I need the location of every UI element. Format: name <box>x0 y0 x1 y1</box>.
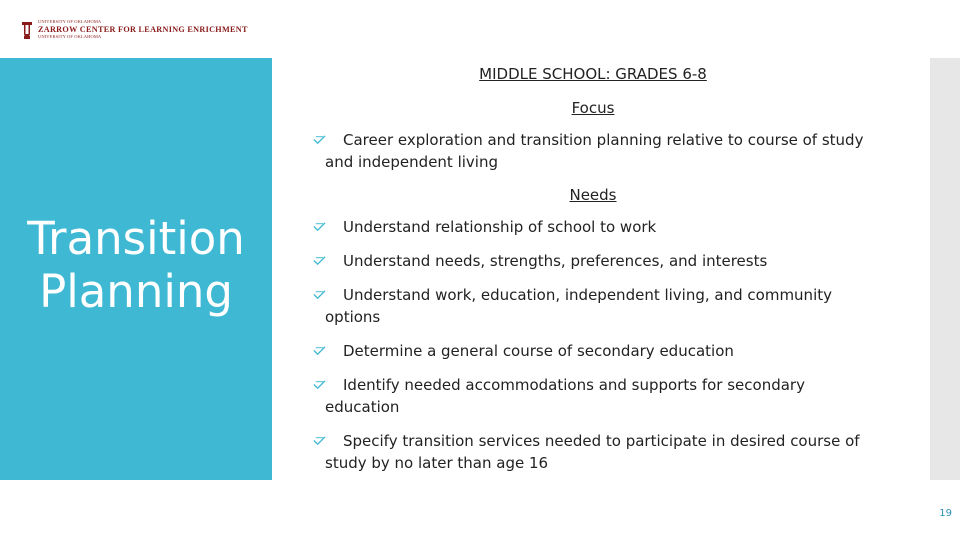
needs-list <box>313 216 873 474</box>
logo-line-main: ZARROW CENTER FOR LEARNING ENRICHMENT <box>38 24 248 34</box>
check-arrow-icon <box>313 434 326 447</box>
page-number: 19 <box>939 508 952 519</box>
list-item: Understand relationship of school to work <box>313 216 873 238</box>
slide-title: Transition Planning <box>27 212 245 318</box>
logo <box>18 18 248 44</box>
check-arrow-icon <box>313 133 326 146</box>
list-item: Understand work, education, independent living, and community options <box>313 284 873 328</box>
focus-heading: Focus <box>571 99 615 117</box>
grade-heading: MIDDLE SCHOOL: GRADES 6-8 <box>479 65 707 83</box>
logo-line-top: UNIVERSITY OF OKLAHOMA <box>38 19 102 24</box>
list-item: Career exploration and transition planning relative to course of study and independent living <box>313 129 873 173</box>
check-arrow-icon <box>313 220 326 233</box>
check-arrow-icon <box>313 344 326 357</box>
side-strip <box>930 58 960 480</box>
list-item: Specify transition services needed to participate in desired course of study by no later than age 16 <box>313 430 873 474</box>
check-arrow-icon <box>313 254 326 267</box>
list-item: Understand needs, strengths, preferences, and interests <box>313 250 873 272</box>
logo-line-bottom: UNIVERSITY OF OKLAHOMA <box>38 33 102 39</box>
check-arrow-icon <box>313 288 326 301</box>
list-item: Determine a general course of secondary education <box>313 340 873 362</box>
content-area <box>313 64 873 486</box>
check-arrow-icon <box>313 378 326 391</box>
list-item: Identify needed accommodations and supports for secondary education <box>313 374 873 418</box>
focus-list <box>313 129 873 173</box>
needs-heading: Needs <box>569 186 617 204</box>
university-logo-icon <box>18 19 36 41</box>
